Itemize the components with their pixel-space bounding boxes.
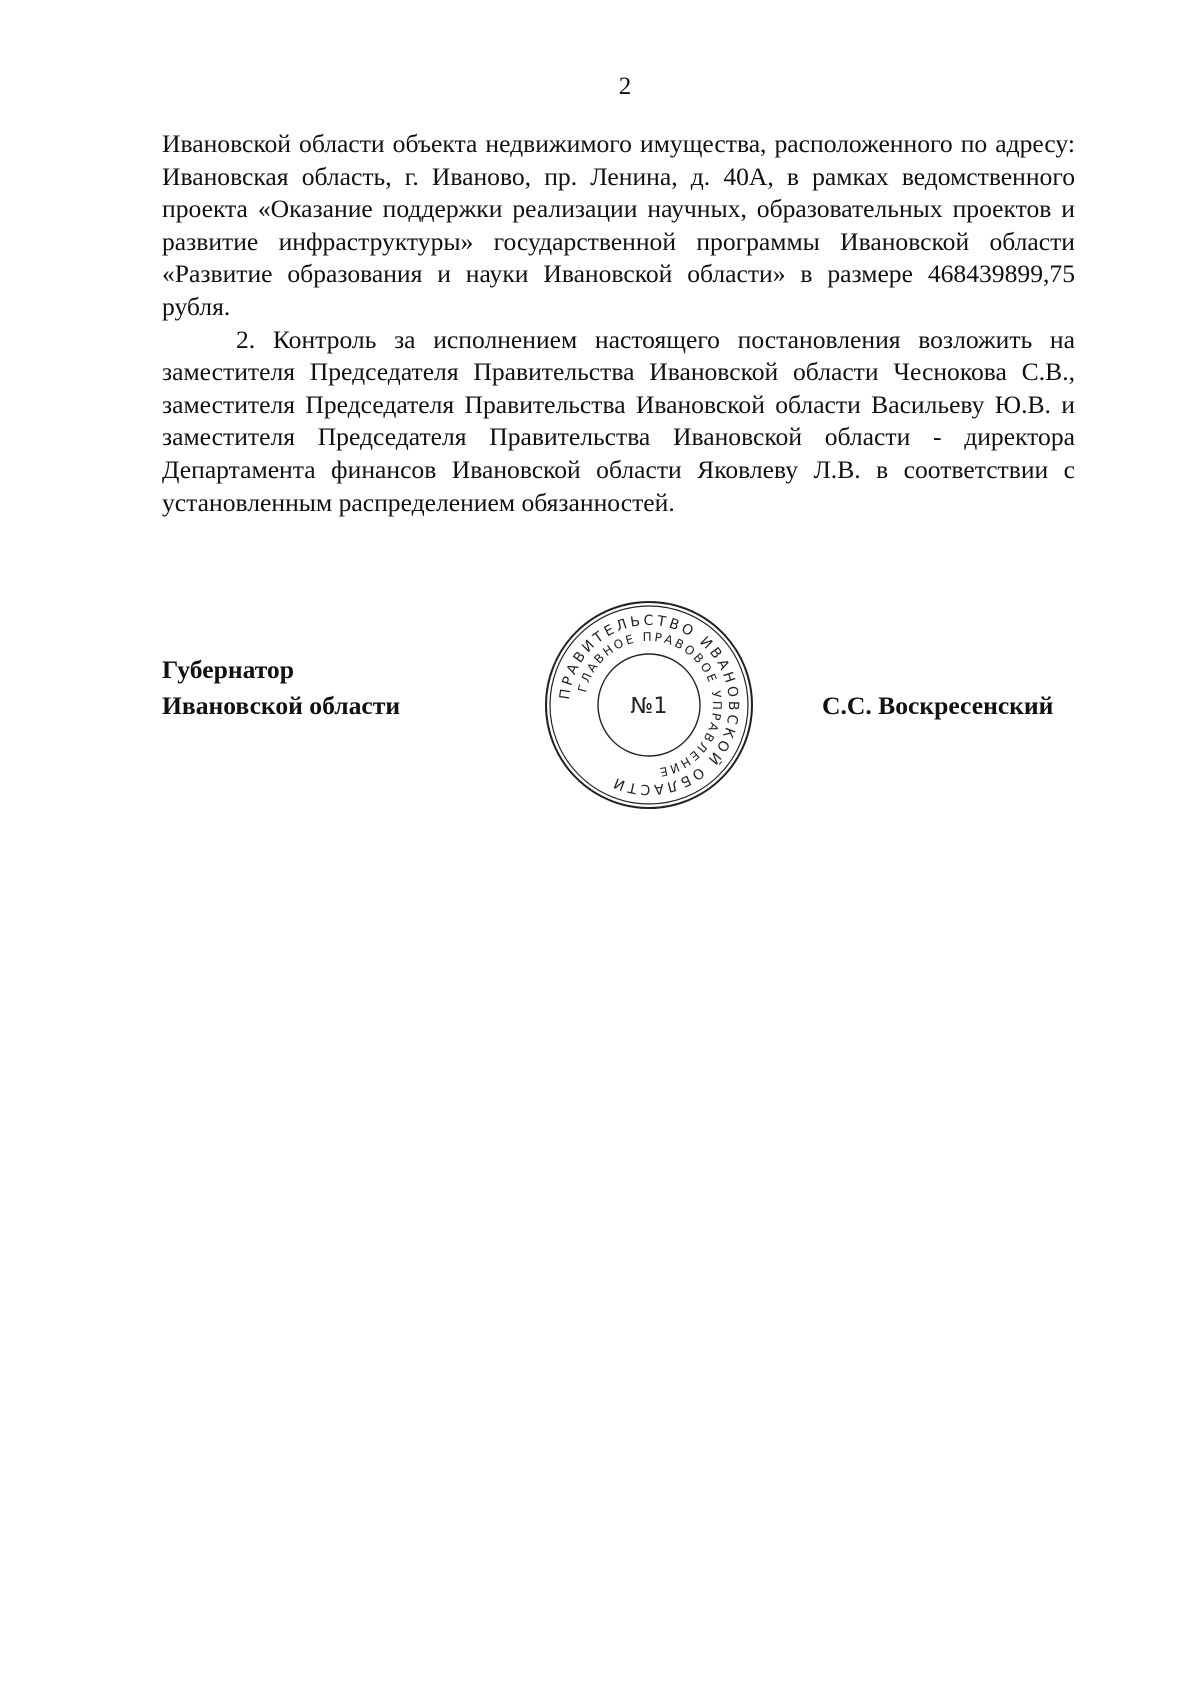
stamp-center-number: №1 [630,694,668,719]
stamp-inner-text: ГЛАВНОЕ ПРАВОВОЕ УПРАВЛЕНИЕ [575,629,725,780]
paragraph-control-clause: 2. Контроль за исполнением настоящего постановления возложить на заместителя Председателя Правительства Ивановской области Чеснокова С.В., заместителя Председателя Правительства Ивановской области Васильеву Ю.В. и заместителя Председателя Правительства Ивановской области - директора Департамента финансов Ивановской области Яковлеву Л.В. в соответствии с установленным распределением обязанностей. [162,324,1075,517]
signatory-name: С.С. Воскресенский [822,691,1054,720]
official-seal-stamp [543,599,755,811]
signatory-position-line-1: Губернатор [162,655,294,684]
stamp-outer-text: ПРАВИТЕЛЬСТВО ИВАНОВСКОЙ ОБЛАСТИ [556,612,742,798]
signatory-position [162,652,400,724]
signatory-position-line-2: Ивановской области [162,691,401,720]
page-number: 2 [618,73,632,100]
paragraph-continuation: Ивановской области объекта недвижимого имущества, расположенного по адресу: Ивановская область, г. Иваново, пр. Ленина, д. 40А, в рамках ведомственного проекта «Оказание поддержки реализации научных, образовательных проектов и развитие инфраструктуры» государственной программы Ивановской области «Развитие образования и науки Ивановской области» в размере 468439899,75 рубля. [162,129,1075,321]
document-body [162,128,1075,519]
